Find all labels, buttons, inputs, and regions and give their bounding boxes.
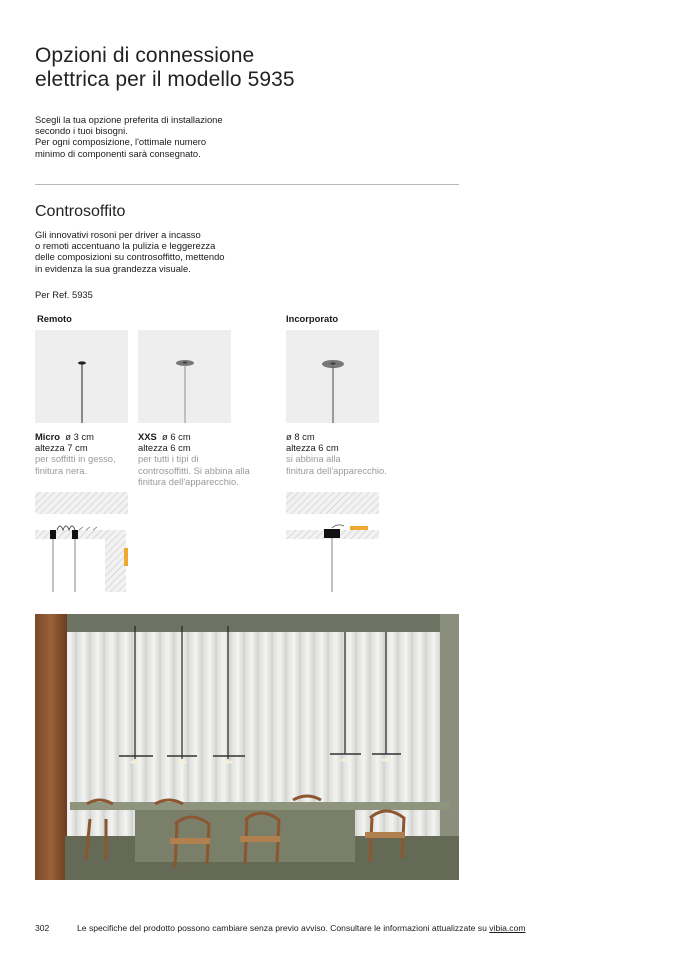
spec-note-1: si abbina alla xyxy=(286,453,341,465)
section-desc-line-3: delle composizioni su controsoffitto, mettendo xyxy=(35,251,225,263)
product-image-micro xyxy=(35,330,128,423)
section-divider xyxy=(35,184,459,185)
spec-note-3: finitura dell'apparecchio. xyxy=(138,475,239,487)
page-title-line-1: Opzioni di connessione xyxy=(35,44,255,67)
section-description xyxy=(35,229,225,274)
spec-note-2: controsoffitti. Si abbina alla xyxy=(138,464,250,476)
section-desc-line-4: in evidenza la sua grandezza visuale. xyxy=(35,262,191,274)
spec-diameter: ø 6 cm xyxy=(161,431,191,442)
section-title: Controsoffito xyxy=(35,203,126,220)
intro-paragraph xyxy=(35,114,223,159)
group-label-remote: Remoto xyxy=(37,313,72,324)
intro-line-3: Per ogni composizione, l'ottimale numero xyxy=(35,136,207,148)
spec-diameter: ø 3 cm xyxy=(65,431,94,442)
lifestyle-photo xyxy=(35,614,459,880)
product-image-built-in xyxy=(286,330,379,423)
spec-note-1: per soffitti in gesso, xyxy=(35,453,116,465)
section-desc-line-1: Gli innovativi rosoni per driver a incasso xyxy=(35,229,201,240)
spec-name: Micro xyxy=(35,431,61,442)
footer-disclaimer xyxy=(77,923,526,933)
spec-xxs xyxy=(138,431,250,487)
spec-diameter: ø 8 cm xyxy=(286,431,315,442)
spec-name: XXS xyxy=(138,431,157,442)
product-image-xxs xyxy=(138,330,231,423)
spec-note-2: finitura nera. xyxy=(35,464,88,476)
footer-text: Le specifiche del prodotto possono cambiare senza previo avviso. Consultare le informazioni attualizzate su xyxy=(77,923,490,933)
installation-diagram-remote xyxy=(35,490,135,592)
group-label-built-in: Incorporato xyxy=(286,313,339,324)
reference-label: Per Ref. 5935 xyxy=(35,289,93,300)
spec-micro xyxy=(35,431,116,476)
spec-height: altezza 6 cm xyxy=(138,442,191,454)
intro-line-1: Scegli la tua opzione preferita di installazione xyxy=(35,114,223,125)
spec-built-in xyxy=(286,431,387,476)
section-desc-line-2: o remoti accentuano la pulizia e leggerezza xyxy=(35,240,216,252)
spec-height: altezza 6 cm xyxy=(286,442,339,454)
page-number: 302 xyxy=(35,923,50,933)
spec-height: altezza 7 cm xyxy=(35,442,88,454)
spec-note-2: finitura dell'apparecchio. xyxy=(286,464,387,476)
vibia-link[interactable]: vibia.com xyxy=(489,923,526,933)
spec-note-1: per tutti i tipi di xyxy=(138,453,199,465)
intro-line-2: secondo i tuoi bisogni. xyxy=(35,125,128,137)
page-title-line-2: elettrica per il modello 5935 xyxy=(35,68,295,91)
installation-diagram-built-in xyxy=(286,490,386,592)
page-title xyxy=(35,44,295,92)
intro-line-4: minimo di componenti sarà consegnato. xyxy=(35,147,201,159)
